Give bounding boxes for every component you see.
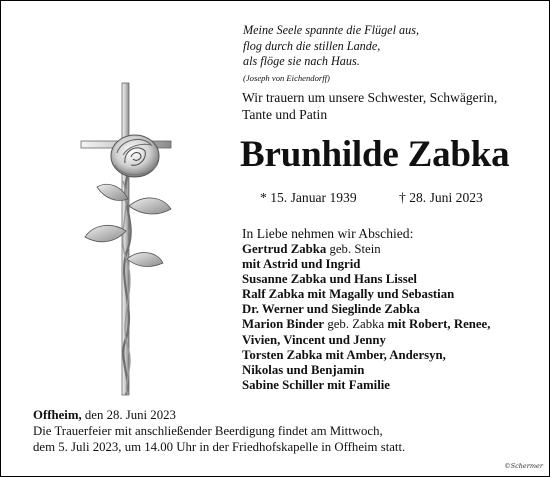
place: Offheim, bbox=[33, 408, 82, 422]
cross-with-rose-illustration bbox=[77, 81, 197, 397]
mourner-text: mit Astrid und Ingrid bbox=[242, 257, 361, 272]
mourners-list bbox=[242, 242, 547, 393]
mourner-text: Susanne Zabka und Hans Lissel bbox=[242, 272, 417, 287]
mourner-text: Dr. Werner und Sieglinde Zabka bbox=[242, 302, 420, 317]
mourner-line bbox=[242, 287, 547, 302]
ceremony-line: Die Trauerfeier mit anschließender Beerdigung findet am Mittwoch, bbox=[33, 424, 383, 439]
mourner-line bbox=[242, 257, 547, 272]
mourner-text: Sabine Schiller mit Familie bbox=[242, 377, 390, 392]
ceremony-info bbox=[33, 407, 493, 456]
mourning-intro bbox=[242, 89, 542, 124]
mourner-text: Vivien, Vincent und Jenny bbox=[242, 332, 386, 347]
mourner-text: Nikolas und Benjamin bbox=[242, 362, 365, 377]
artist-signature: ©Schermer bbox=[504, 462, 543, 470]
intro-line: Tante und Patin bbox=[242, 107, 328, 123]
mourner-line bbox=[242, 348, 547, 363]
mourner-text: Torsten Zabka mit Amber, Andersyn, bbox=[242, 347, 446, 362]
mourner-text: Ralf Zabka mit Magally und Sebastian bbox=[242, 287, 455, 302]
mourner-line bbox=[242, 363, 547, 378]
mourner-line bbox=[242, 378, 547, 393]
notice-date: den 28. Juni 2023 bbox=[81, 408, 176, 422]
mourner-line bbox=[242, 317, 547, 332]
intro-line: Wir trauern um unsere Schwester, Schwägerin, bbox=[242, 90, 498, 105]
farewell-line: In Liebe nehmen wir Abschied: bbox=[242, 226, 414, 241]
mourner-text: geb. Stein bbox=[326, 242, 381, 256]
mourner-line bbox=[242, 302, 547, 317]
mourner-text: mit Robert, Renee, bbox=[387, 317, 491, 332]
deceased-name: Brunhilde Zabka bbox=[240, 134, 510, 175]
mourner-text: Marion Binder bbox=[242, 317, 325, 332]
mourner-text: Gertrud Zabka bbox=[242, 242, 327, 256]
place-date-line bbox=[33, 407, 493, 423]
mourner-line bbox=[242, 333, 547, 348]
mourner-line bbox=[242, 272, 547, 287]
death-date: † 28. Juni 2023 bbox=[399, 190, 483, 205]
poem-author: (Joseph von Eichendorff) bbox=[243, 72, 330, 83]
mourner-text: geb. Zabka bbox=[324, 317, 388, 332]
poem-line: Meine Seele spannte die Flügel aus, bbox=[243, 23, 419, 37]
mourner-line bbox=[242, 242, 547, 257]
ceremony-line: dem 5. Juli 2023, um 14.00 Uhr in der Friedhofskapelle in Offheim statt. bbox=[33, 440, 406, 455]
poem-line: als flöge sie nach Haus. bbox=[243, 54, 360, 69]
poem-quote bbox=[243, 23, 543, 84]
poem-line: flog durch die stillen Lande, bbox=[243, 38, 381, 53]
birth-date: * 15. Januar 1939 bbox=[260, 190, 357, 205]
